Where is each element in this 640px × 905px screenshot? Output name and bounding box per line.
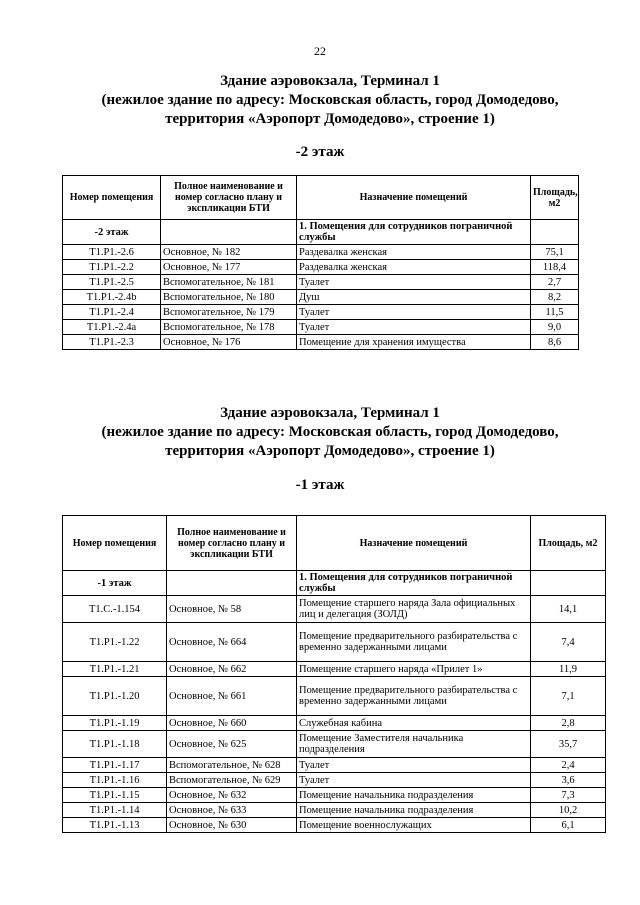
col-header-room-number: Номер помещения: [63, 516, 167, 571]
cell-bti-name: Вспомогательное, № 180: [161, 290, 297, 305]
table-row: [63, 290, 579, 305]
cell-purpose: Помещение предварительного разбирательства с временно задержанными лицами: [297, 623, 531, 662]
cell-room-number: Т1.Р1.-2.2: [63, 260, 161, 275]
group-empty-cell: [161, 220, 297, 245]
cell-bti-name: Вспомогательное, № 178: [161, 320, 297, 335]
cell-purpose: Туалет: [297, 758, 531, 773]
heading-line: Здание аэровокзала, Терминал 1: [220, 405, 440, 421]
col-header-area: Площадь, м2: [531, 176, 579, 220]
cell-area: 35,7: [531, 731, 606, 758]
cell-room-number: Т1.Р1.-1.20: [63, 677, 167, 716]
heading-line: (нежилое здание по адресу: Московская область, город Домодедово,: [101, 424, 559, 440]
floor-title-minus2: -2 этаж: [295, 144, 345, 160]
cell-area: 7,4: [531, 623, 606, 662]
cell-room-number: Т1.Р1.-2.4b: [63, 290, 161, 305]
cell-room-number: Т1.Р1.-1.16: [63, 773, 167, 788]
table-row: [63, 818, 606, 833]
table-row: [63, 245, 579, 260]
cell-room-number: Т1.Р1.-1.14: [63, 803, 167, 818]
cell-bti-name: Основное, № 633: [167, 803, 297, 818]
col-header-purpose: Назначение помещений: [297, 176, 531, 220]
group-floor-label: -2 этаж: [63, 220, 161, 245]
table-row: [63, 335, 579, 350]
col-header-purpose: Назначение помещений: [297, 516, 531, 571]
rooms-table-minus2: [62, 175, 579, 350]
col-header-room-number: Номер помещения: [63, 176, 161, 220]
cell-bti-name: Вспомогательное, № 629: [167, 773, 297, 788]
cell-bti-name: Основное, № 182: [161, 245, 297, 260]
cell-bti-name: Вспомогательное, № 179: [161, 305, 297, 320]
cell-purpose: Помещение Заместителя начальника подразделения: [297, 731, 531, 758]
cell-bti-name: Основное, № 660: [167, 716, 297, 731]
cell-bti-name: Основное, № 632: [167, 788, 297, 803]
table-row: [63, 662, 606, 677]
cell-area: 8,2: [531, 290, 579, 305]
cell-purpose: Помещение начальника подразделения: [297, 803, 531, 818]
table-row: [63, 275, 579, 290]
col-header-bti-name: Полное наименование и номер согласно плану и экспликации БТИ: [167, 516, 297, 571]
cell-area: 3,6: [531, 773, 606, 788]
col-header-area: Площадь, м2: [531, 516, 606, 571]
group-empty-cell: [531, 571, 606, 596]
group-category-label: 1. Помещения для сотрудников пограничной службы: [297, 220, 531, 245]
cell-room-number: Т1.Р1.-1.17: [63, 758, 167, 773]
cell-area: 11,9: [531, 662, 606, 677]
cell-bti-name: Основное, № 176: [161, 335, 297, 350]
cell-area: 75,1: [531, 245, 579, 260]
table-group-row: [63, 571, 606, 596]
heading-line: Здание аэровокзала, Терминал 1: [220, 73, 440, 89]
cell-purpose: Туалет: [297, 320, 531, 335]
cell-purpose: Помещение старшего наряда «Прилет 1»: [297, 662, 531, 677]
cell-purpose: Помещение военнослужащих: [297, 818, 531, 833]
col-header-bti-name: Полное наименование и номер согласно плану и экспликации БТИ: [161, 176, 297, 220]
cell-purpose: Помещение для хранения имущества: [297, 335, 531, 350]
cell-area: 11,5: [531, 305, 579, 320]
cell-area: 14,1: [531, 596, 606, 623]
table-row: [63, 731, 606, 758]
cell-room-number: Т1.Р1.-1.22: [63, 623, 167, 662]
cell-room-number: Т1.Р1.-2.6: [63, 245, 161, 260]
table-row: [63, 596, 606, 623]
cell-purpose: Помещение предварительного разбирательства с временно задержанными лицами: [297, 677, 531, 716]
group-empty-cell: [167, 571, 297, 596]
table-header-row: [63, 516, 606, 571]
cell-bti-name: Основное, № 662: [167, 662, 297, 677]
cell-bti-name: Основное, № 661: [167, 677, 297, 716]
section2-heading: [60, 404, 600, 461]
cell-bti-name: Основное, № 177: [161, 260, 297, 275]
cell-room-number: Т1.Р1.-2.4: [63, 305, 161, 320]
cell-bti-name: Основное, № 625: [167, 731, 297, 758]
cell-room-number: Т1.Р1.-1.18: [63, 731, 167, 758]
cell-purpose: Помещение начальника подразделения: [297, 788, 531, 803]
cell-purpose: Раздевалка женская: [297, 260, 531, 275]
cell-room-number: Т1.Р1.-1.15: [63, 788, 167, 803]
table-row: [63, 320, 579, 335]
cell-purpose: Туалет: [297, 773, 531, 788]
cell-purpose: Душ: [297, 290, 531, 305]
floor-title-minus1: -1 этаж: [295, 477, 345, 493]
cell-room-number: Т1.Р1.-2.3: [63, 335, 161, 350]
cell-area: 2,7: [531, 275, 579, 290]
group-category-label: 1. Помещения для сотрудников пограничной службы: [297, 571, 531, 596]
cell-bti-name: Основное, № 630: [167, 818, 297, 833]
cell-bti-name: Основное, № 664: [167, 623, 297, 662]
group-floor-label: -1 этаж: [63, 571, 167, 596]
table-row: [63, 758, 606, 773]
heading-line: территория «Аэропорт Домодедово», строение 1): [165, 111, 495, 127]
cell-room-number: Т1.С.-1.154: [63, 596, 167, 623]
cell-bti-name: Вспомогательное, № 181: [161, 275, 297, 290]
table-row: [63, 803, 606, 818]
table-row: [63, 788, 606, 803]
cell-area: 2,8: [531, 716, 606, 731]
cell-purpose: Туалет: [297, 275, 531, 290]
group-empty-cell: [531, 220, 579, 245]
cell-purpose: Раздевалка женская: [297, 245, 531, 260]
cell-area: 6,1: [531, 818, 606, 833]
cell-purpose: Помещение старшего наряда Зала официальных лиц и делегация (ЗОЛД): [297, 596, 531, 623]
cell-room-number: Т1.Р1.-2.5: [63, 275, 161, 290]
table-header-row: [63, 176, 579, 220]
cell-area: 9,0: [531, 320, 579, 335]
table-row: [63, 260, 579, 275]
cell-room-number: Т1.Р1.-1.21: [63, 662, 167, 677]
cell-purpose: Служебная кабина: [297, 716, 531, 731]
table-row: [63, 773, 606, 788]
cell-area: 8,6: [531, 335, 579, 350]
cell-area: 10,2: [531, 803, 606, 818]
table-group-row: [63, 220, 579, 245]
cell-bti-name: Вспомогательное, № 628: [167, 758, 297, 773]
cell-purpose: Туалет: [297, 305, 531, 320]
cell-room-number: Т1.Р1.-1.13: [63, 818, 167, 833]
table-row: [63, 716, 606, 731]
cell-room-number: Т1.Р1.-2.4а: [63, 320, 161, 335]
section1-heading: [60, 72, 600, 129]
table-row: [63, 677, 606, 716]
cell-area: 7,3: [531, 788, 606, 803]
cell-area: 2,4: [531, 758, 606, 773]
table-row: [63, 305, 579, 320]
cell-room-number: Т1.Р1.-1.19: [63, 716, 167, 731]
cell-area: 118,4: [531, 260, 579, 275]
cell-bti-name: Основное, № 58: [167, 596, 297, 623]
page-number: 22: [314, 44, 326, 58]
table-row: [63, 623, 606, 662]
cell-area: 7,1: [531, 677, 606, 716]
rooms-table-minus1: [62, 515, 606, 833]
heading-line: территория «Аэропорт Домодедово», строение 1): [165, 443, 495, 459]
heading-line: (нежилое здание по адресу: Московская область, город Домодедово,: [101, 92, 559, 108]
